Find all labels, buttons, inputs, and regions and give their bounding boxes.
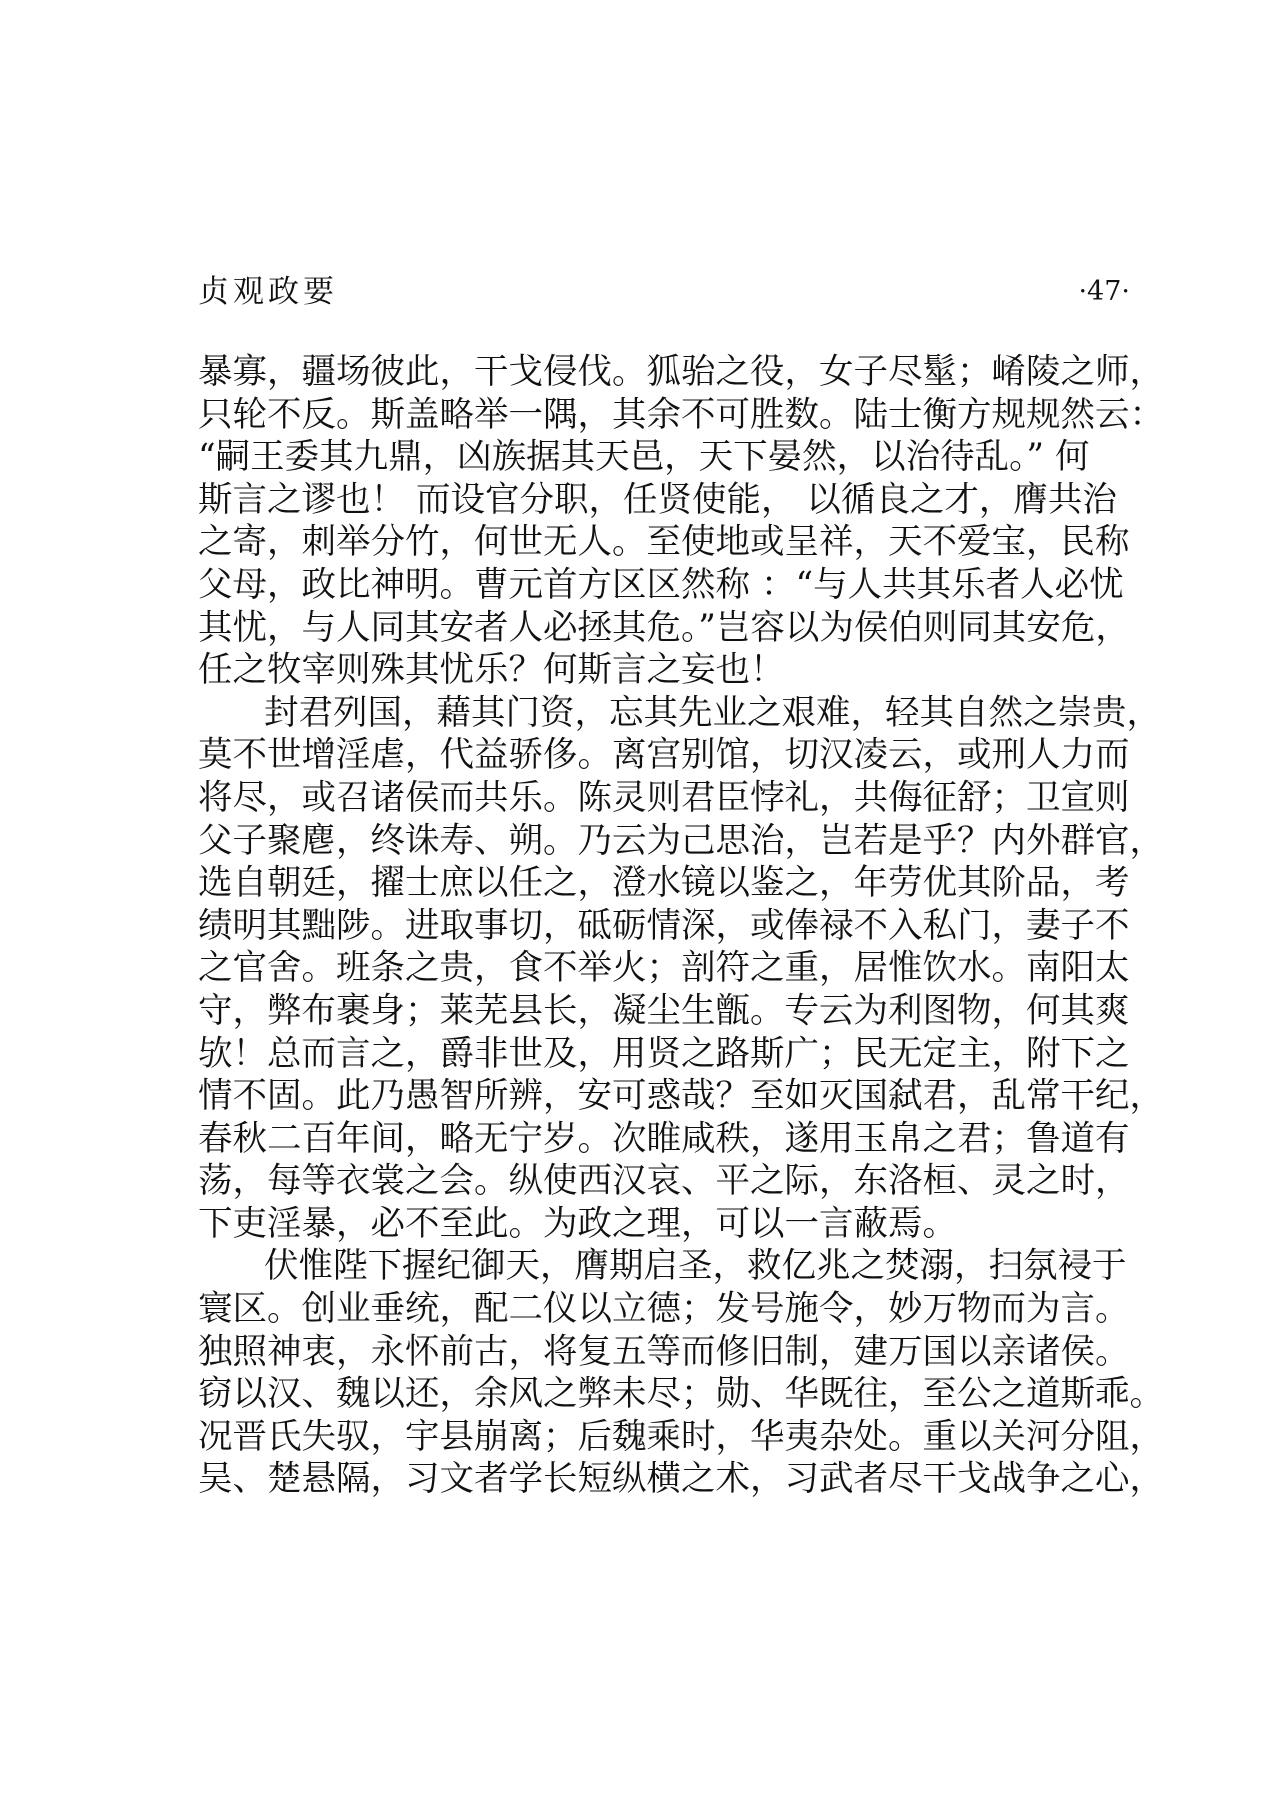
text-line: 欤！总而言之，爵非世及，用贤之路斯广；民无定主，附下之 <box>198 1033 1130 1074</box>
text-line: 春秋二百年间，略无宁岁。次睢咸秩，遂用玉帛之君；鲁道有 <box>198 1118 1130 1159</box>
paragraph-first-line: 封君列国，藉其门资，忘其先业之艰难，轻其自然之崇贵， <box>264 692 1161 733</box>
text-line: 选自朝廷，擢士庶以任之，澄水镜以鉴之，年劳优其阶品，考 <box>198 863 1130 904</box>
text-line: 父母，政比神明。曹元首方区区然称 ：“与人共其乐者人必忧 <box>198 564 1124 605</box>
text-line: 之寄，刺举分竹，何世无人。至使地或呈祥，天不爱宝，民称 <box>198 522 1130 563</box>
page-number: ·47· <box>1078 276 1130 307</box>
text-line: 下吏淫暴，必不至此。为政之理，可以一言蔽焉。 <box>198 1203 957 1244</box>
text-line: 父子聚麀，终诛寿、朔。乃云为己思治，岂若是乎？内外群官， <box>198 820 1164 861</box>
text-line: 情不固。此乃愚智所辨，安可惑哉？至如灭国弑君，乱常干纪， <box>198 1076 1164 1117</box>
text-line: 将尽，或召诸侯而共乐。陈灵则君臣悖礼，共侮征舒；卫宣则 <box>198 777 1130 818</box>
text-line: 寰区。创业垂统，配二仪以立德；发号施令，妙万物而为言。 <box>198 1289 1130 1330</box>
paragraph-first-line: 伏惟陛下握纪御天，膺期启圣，救亿兆之焚溺，扫氛祲于 <box>264 1246 1127 1287</box>
text-line: 况晋氏失驭，宇县崩离；后魏乘时，华夷杂处。重以关河分阻， <box>198 1416 1164 1457</box>
text-line: 任之牧宰则殊其忧乐？何斯言之妄也！ <box>198 650 785 691</box>
text-line: 绩明其黜陟。进取事切，砥砺情深，或俸禄不入私门，妻子不 <box>198 905 1130 946</box>
text-line: 暴寡，疆场彼此，干戈侵伐。狐骀之役，女子尽髽；崤陵之师， <box>198 352 1164 392</box>
text-line: 之官舍。班条之贵，食不举火；剖符之重，居惟饮水。南阳太 <box>198 948 1130 989</box>
text-line: 荡，每等衣裳之会。纵使西汉哀、平之际，东洛桓、灵之时， <box>198 1161 1130 1202</box>
running-header <box>198 270 1130 314</box>
body-text <box>198 351 1164 1501</box>
text-line: 吴、楚悬隔，习文者学长短纵横之术，习武者尽干戈战争之心， <box>198 1459 1164 1500</box>
text-line: “嗣王委其九鼎，凶族据其天邑，天下晏然，以治待乱。” 何 <box>198 437 1090 478</box>
text-line: 守，弊布裹身；莱芜县长，凝尘生甑。专云为利图物，何其爽 <box>198 990 1130 1031</box>
text-line: 独照神衷，永怀前古，将复五等而修旧制，建万国以亲诸侯。 <box>198 1331 1130 1372</box>
text-line: 窃以汉、魏以还，余风之弊未尽；勋、华既往，至公之道斯乖。 <box>198 1374 1164 1415</box>
book-title: 贞观政要 <box>198 274 338 310</box>
text-line: 莫不世增淫虐，代益骄侈。离宫别馆，切汉凌云，或刑人力而 <box>198 735 1130 776</box>
text-line: 其忧，与人同其安者人必拯其危。”岂容以为侯伯则同其安危， <box>198 607 1130 648</box>
text-line: 只轮不反。斯盖略举一隅，其余不可胜数。陆士衡方规规然云： <box>198 394 1164 435</box>
text-line: 斯言之谬也！ 而设官分职，任贤使能， 以循良之才，膺共治 <box>198 479 1117 520</box>
